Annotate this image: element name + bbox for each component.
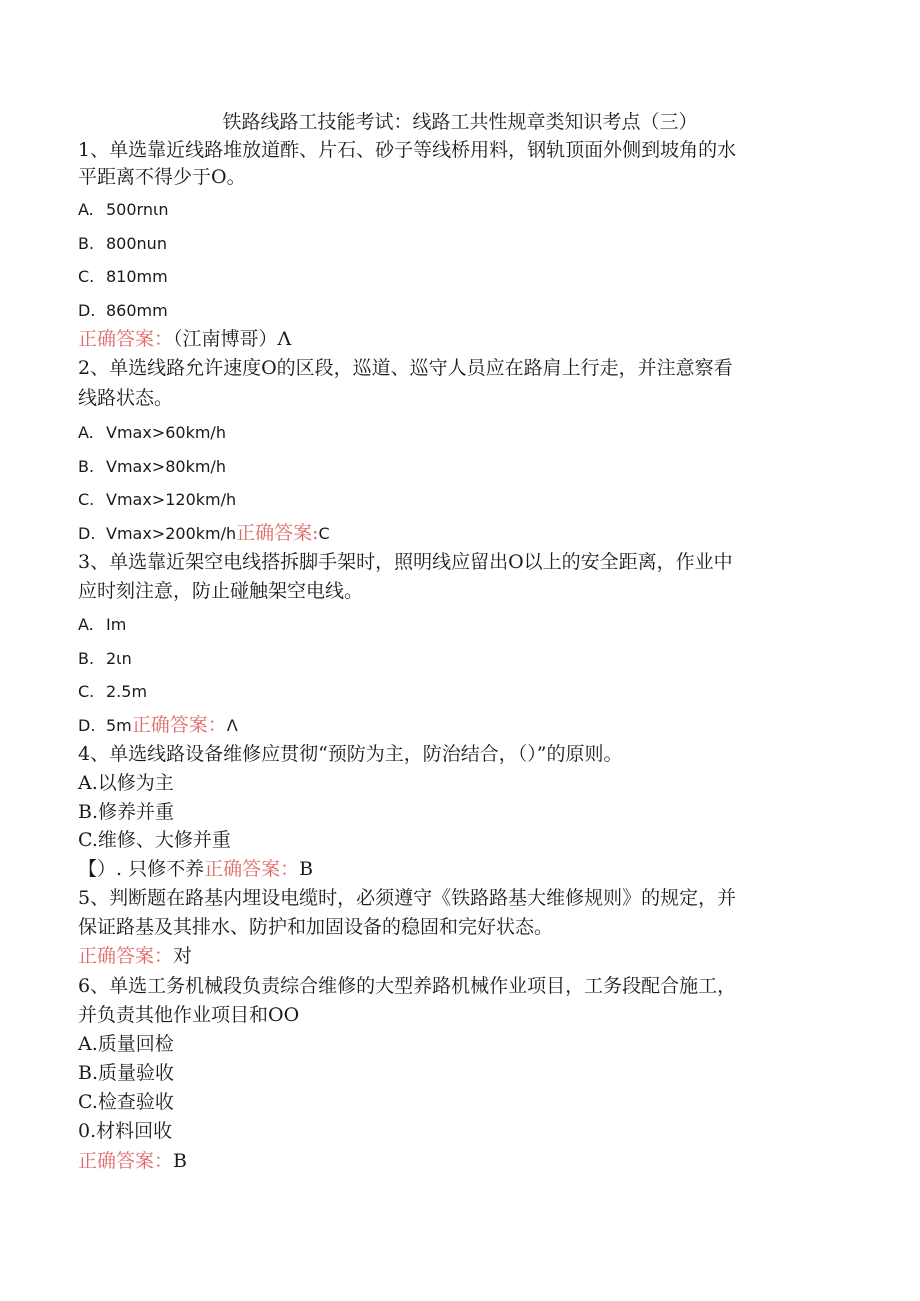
- question-5-text-line-2: 保证路基及其排水、防护和加固设备的稳固和完好状态。: [78, 916, 554, 938]
- answer-label: 正确答案：: [78, 1150, 174, 1172]
- question-2-option-b: B. Vmax>80km∕h: [78, 457, 226, 476]
- question-5-text-line-1: 5、判断题在路基内埋设电缆时，必须遵守《铁路路基大维修规则》的规定，并: [78, 887, 737, 909]
- answer-value: （江南博哥）Λ: [173, 328, 292, 350]
- question-4-option-c: C.维修、大修并重: [78, 829, 231, 851]
- question-1-option-b: B. 800nun: [78, 234, 167, 253]
- answer-label: 正确答案：: [204, 858, 300, 880]
- question-2-text-line-1: 2、单选线路允许速度O的区段，巡道、巡守人员应在路肩上行走，并注意察看: [78, 357, 733, 379]
- question-6-text-line-2: 并负责其他作业项目和OO: [78, 1004, 300, 1026]
- question-1-option-c: C. 810mm: [78, 267, 168, 286]
- question-2-option-a: A. Vmax>60km∕h: [78, 423, 226, 442]
- question-6-option-b: B.质量验收: [78, 1062, 175, 1084]
- answer-label: 正确答案：: [78, 945, 174, 967]
- question-1-answer: [78, 327, 291, 351]
- question-6-option-a: A.质量回检: [78, 1033, 174, 1055]
- answer-label: 正确答案：: [131, 714, 227, 736]
- answer-value: Λ: [226, 716, 238, 735]
- answer-label: 正确答案：: [78, 328, 174, 350]
- question-3-option-c: C. 2.5m: [78, 682, 148, 701]
- answer-value: C: [318, 524, 330, 543]
- question-3-option-b: B. 2ιn: [78, 649, 132, 668]
- question-3-text-line-1: 3、单选靠近架空电线搭拆脚手架时，照明线应留出O以上的安全距离，作业中: [78, 551, 733, 573]
- question-6-answer: [78, 1149, 187, 1173]
- question-5-answer: [78, 944, 192, 968]
- question-4-text-line-1: 4、单选线路设备维修应贯彻“预防为主，防治结合，（）”的原则。: [78, 743, 623, 765]
- question-1-option-d: D. 860mm: [78, 301, 168, 320]
- question-4-option-d: 【）. 只修不养正确答案：B: [78, 858, 314, 880]
- question-3-option-d: D. 5m正确答案：Λ: [78, 714, 238, 736]
- question-2-option-d: D. Vmax>200km∕h正确答案:C: [78, 522, 330, 544]
- question-2-option-c: C. Vmax>120km∕h: [78, 490, 237, 509]
- answer-value: B: [299, 858, 314, 880]
- question-1-text-line-1: 1、单选靠近线路堆放道酢、片石、砂子等线桥用料，钢轨顶面外侧到坡角的水: [78, 139, 737, 161]
- question-2-text-line-2: 线路状态。: [78, 387, 174, 409]
- answer-value: B: [173, 1150, 187, 1172]
- question-6-text-line-1: 6、单选工务机械段负责综合维修的大型养路机械作业项目，工务段配合施工，: [78, 975, 737, 997]
- question-3-option-a: A. Im: [78, 615, 127, 634]
- question-1-option-a: A. 500rnιn: [78, 200, 169, 219]
- question-4-option-b: B.修养并重: [78, 801, 175, 823]
- question-6-option-c: C.检查验收: [78, 1091, 174, 1113]
- answer-value: 对: [173, 945, 193, 967]
- page-title: 铁路线路工技能考试：线路工共性规章类知识考点（三）: [222, 111, 698, 133]
- question-6-option-d: 0.材料回收: [78, 1120, 173, 1142]
- question-4-option-a: A.以修为主: [78, 772, 174, 794]
- answer-label: 正确答案:: [236, 522, 319, 544]
- question-1-text-line-2: 平距离不得少于O。: [78, 166, 246, 188]
- question-3-text-line-2: 应时刻注意，防止碰触架空电线。: [78, 580, 364, 602]
